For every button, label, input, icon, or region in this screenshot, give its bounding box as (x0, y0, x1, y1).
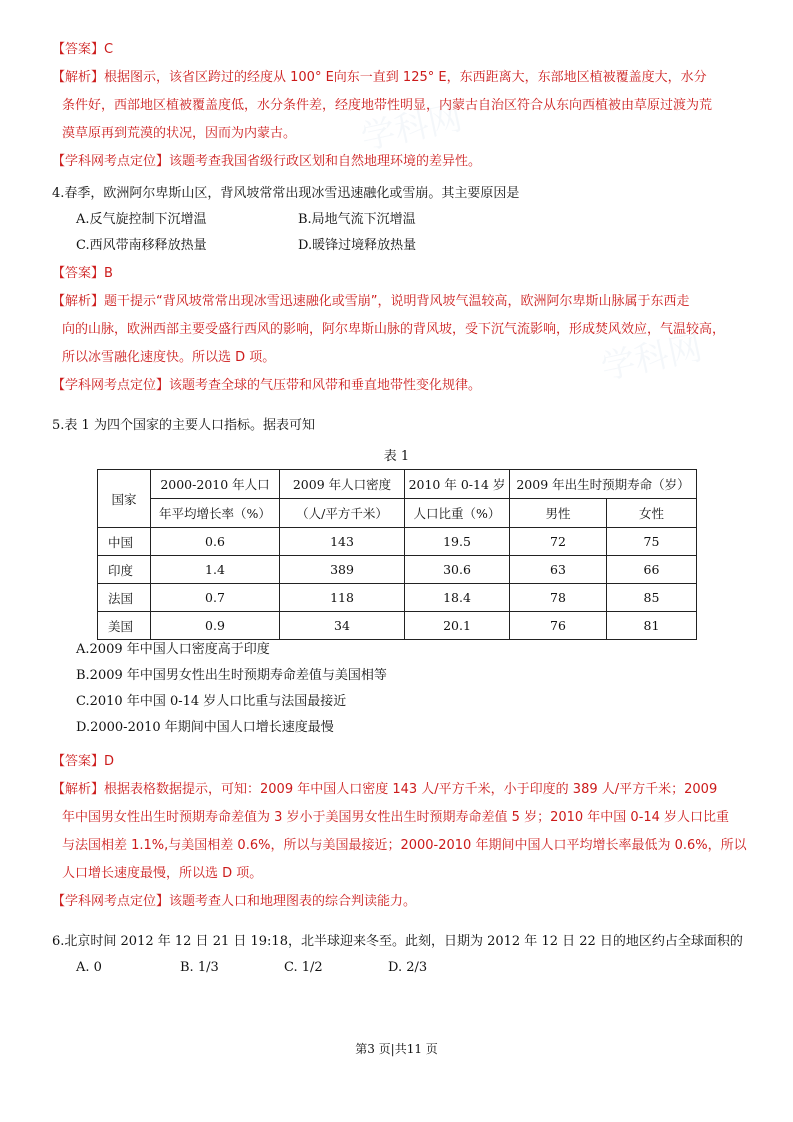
cell-male: 78 (510, 584, 607, 612)
cell-growth: 0.9 (151, 612, 280, 640)
q3-analysis-line: 【解析】根据图示，该省区跨过的经度从 100° E向东一直到 125° E，东西距离大，东部地区植被覆盖度大，水分 (52, 70, 707, 85)
cell-country: 中国 (98, 528, 151, 556)
cell-child: 20.1 (405, 612, 510, 640)
table-row (98, 528, 697, 556)
header-growth-unit: 年平均增长率（%） (151, 499, 280, 528)
q6-option-c: C. 1/2 (284, 960, 323, 975)
q4-analysis-line: 【解析】题干提示“背风坡常常出现冰雪迅速融化或雪崩”，说明背风坡气温较高，欧洲阿尔卑斯山脉属于东西走 (52, 294, 690, 309)
q4-solution (52, 260, 752, 400)
q6-option-b: B. 1/3 (180, 960, 219, 975)
q3-point: 【学科网考点定位】该题考查我国省级行政区划和自然地理环境的差异性。 (52, 154, 482, 169)
cell-density: 34 (280, 612, 405, 640)
cell-female: 85 (607, 584, 697, 612)
cell-female: 75 (607, 528, 697, 556)
header-female: 女性 (607, 499, 697, 528)
q3-analysis-line: 漠草原再到荒漠的状况，因而为内蒙古。 (62, 126, 297, 141)
cell-growth: 0.7 (151, 584, 280, 612)
table-row (98, 556, 697, 584)
cell-country: 法国 (98, 584, 151, 612)
header-density-line: 2009 年人口密度 (292, 477, 392, 492)
header-child-unit: 人口比重（%） (405, 499, 510, 528)
header-density-unit: （人/平方千米） (280, 499, 405, 528)
cell-density: 143 (280, 528, 405, 556)
header-density (280, 470, 405, 499)
cell-male: 76 (510, 612, 607, 640)
watermark: 学科网 (357, 97, 466, 159)
q6-options-row (52, 955, 752, 981)
q4-option-b: B.局地气流下沉增温 (298, 212, 416, 227)
q4-option-c: C.西风带南移释放热量 (76, 238, 207, 253)
q4-section (52, 181, 752, 259)
q5-analysis-line: 【解析】根据表格数据提示，可知：2009 年中国人口密度 143 人/平方千米，小于印度的 389 人/平方千米；2009 (52, 782, 718, 797)
q5-analysis-line: 与法国相差 1.1%,与美国相差 0.6%，所以与美国最接近；2000-2010 年期间中国人口平均增长率最低为 0.6%，所以 (62, 838, 747, 853)
cell-country: 美国 (98, 612, 151, 640)
q6-section (52, 929, 752, 981)
cell-country: 印度 (98, 556, 151, 584)
table-row (98, 584, 697, 612)
cell-male: 72 (510, 528, 607, 556)
q4-stem: 4.春季，欧洲阿尔卑斯山区，背风坡常常出现冰雪迅速融化或雪崩。其主要原因是 (52, 186, 520, 201)
population-table (97, 469, 697, 640)
q4-analysis-line: 所以冰雪融化速度快。所以选 D 项。 (62, 350, 276, 365)
q3-analysis-line: 条件好，西部地区植被覆盖度低，水分条件差，经度地带性明显，内蒙古自治区符合从东向西植被由草原过渡为荒 (62, 98, 713, 113)
q5-option-d: D.2000-2010 年期间中国人口增长速度最慢 (76, 720, 334, 735)
cell-female: 66 (607, 556, 697, 584)
q5-option-a: A.2009 年中国人口密度高于印度 (76, 642, 270, 657)
q4-analysis-line: 向的山脉，欧洲西部主要受盛行西风的影响，阿尔卑斯山脉的背风坡，受下沉气流影响，形成焚风效应，气温较高， (62, 322, 726, 337)
page-footer: 第3 页|共11 页 (355, 1042, 438, 1056)
q5-analysis-line: 人口增长速度最慢，所以选 D 项。 (62, 866, 263, 881)
q5-option-c: C.2010 年中国 0-14 岁人口比重与法国最接近 (76, 694, 347, 709)
cell-growth: 1.4 (151, 556, 280, 584)
q5-analysis-line: 年中国男女性出生时预期寿命差值为 3 岁小于美国男女性出生时预期寿命差值 5 岁；2010 年中国 0-14 岁人口比重 (62, 810, 730, 825)
watermark: 学科网 (597, 327, 706, 389)
q4-answer: 【答案】B (52, 266, 113, 281)
header-child-line: 2010 年 0-14 岁 (408, 477, 506, 492)
cell-density: 118 (280, 584, 405, 612)
table-title: 表 1 (383, 449, 410, 464)
cell-growth: 0.6 (151, 528, 280, 556)
q6-option-a: A. 0 (76, 960, 102, 975)
cell-child: 30.6 (405, 556, 510, 584)
q5-point: 【学科网考点定位】该题考查人口和地理图表的综合判读能力。 (52, 894, 417, 909)
q3-answer: 【答案】C (52, 42, 114, 57)
header-growth-line: 2000-2010 年人口 (160, 477, 270, 492)
q5-answer: 【答案】D (52, 754, 115, 769)
q5-solution (52, 748, 752, 916)
q5-options (76, 637, 776, 741)
header-male: 男性 (510, 499, 607, 528)
q5-option-b: B.2009 年中国男女性出生时预期寿命差值与美国相等 (76, 668, 387, 683)
cell-child: 19.5 (405, 528, 510, 556)
q5-stem-block (52, 413, 752, 439)
q4-options-row (52, 233, 752, 259)
q4-option-a: A.反气旋控制下沉增温 (76, 212, 207, 227)
q4-option-d: D.暖锋过境释放热量 (298, 238, 417, 253)
cell-density: 389 (280, 556, 405, 584)
header-child (405, 470, 510, 499)
q6-stem: 6.北京时间 2012 年 12 日 21 日 19:18，北半球迎来冬至。此刻，日期为 2012 年 12 日 22 日的地区约占全球面积的 (52, 934, 743, 949)
cell-male: 63 (510, 556, 607, 584)
q5-stem: 5.表 1 为四个国家的主要人口指标。据表可知 (52, 418, 315, 433)
cell-child: 18.4 (405, 584, 510, 612)
q4-options-row (52, 207, 752, 233)
q3-section (52, 36, 752, 176)
table-row (98, 612, 697, 640)
header-life-expectancy: 2009 年出生时预期寿命（岁） (510, 470, 697, 499)
cell-female: 81 (607, 612, 697, 640)
header-growth (151, 470, 280, 499)
q6-option-d: D. 2/3 (388, 960, 428, 975)
header-country: 国家 (98, 470, 151, 528)
q4-point: 【学科网考点定位】该题考查全球的气压带和风带和垂直地带性变化规律。 (52, 378, 482, 393)
